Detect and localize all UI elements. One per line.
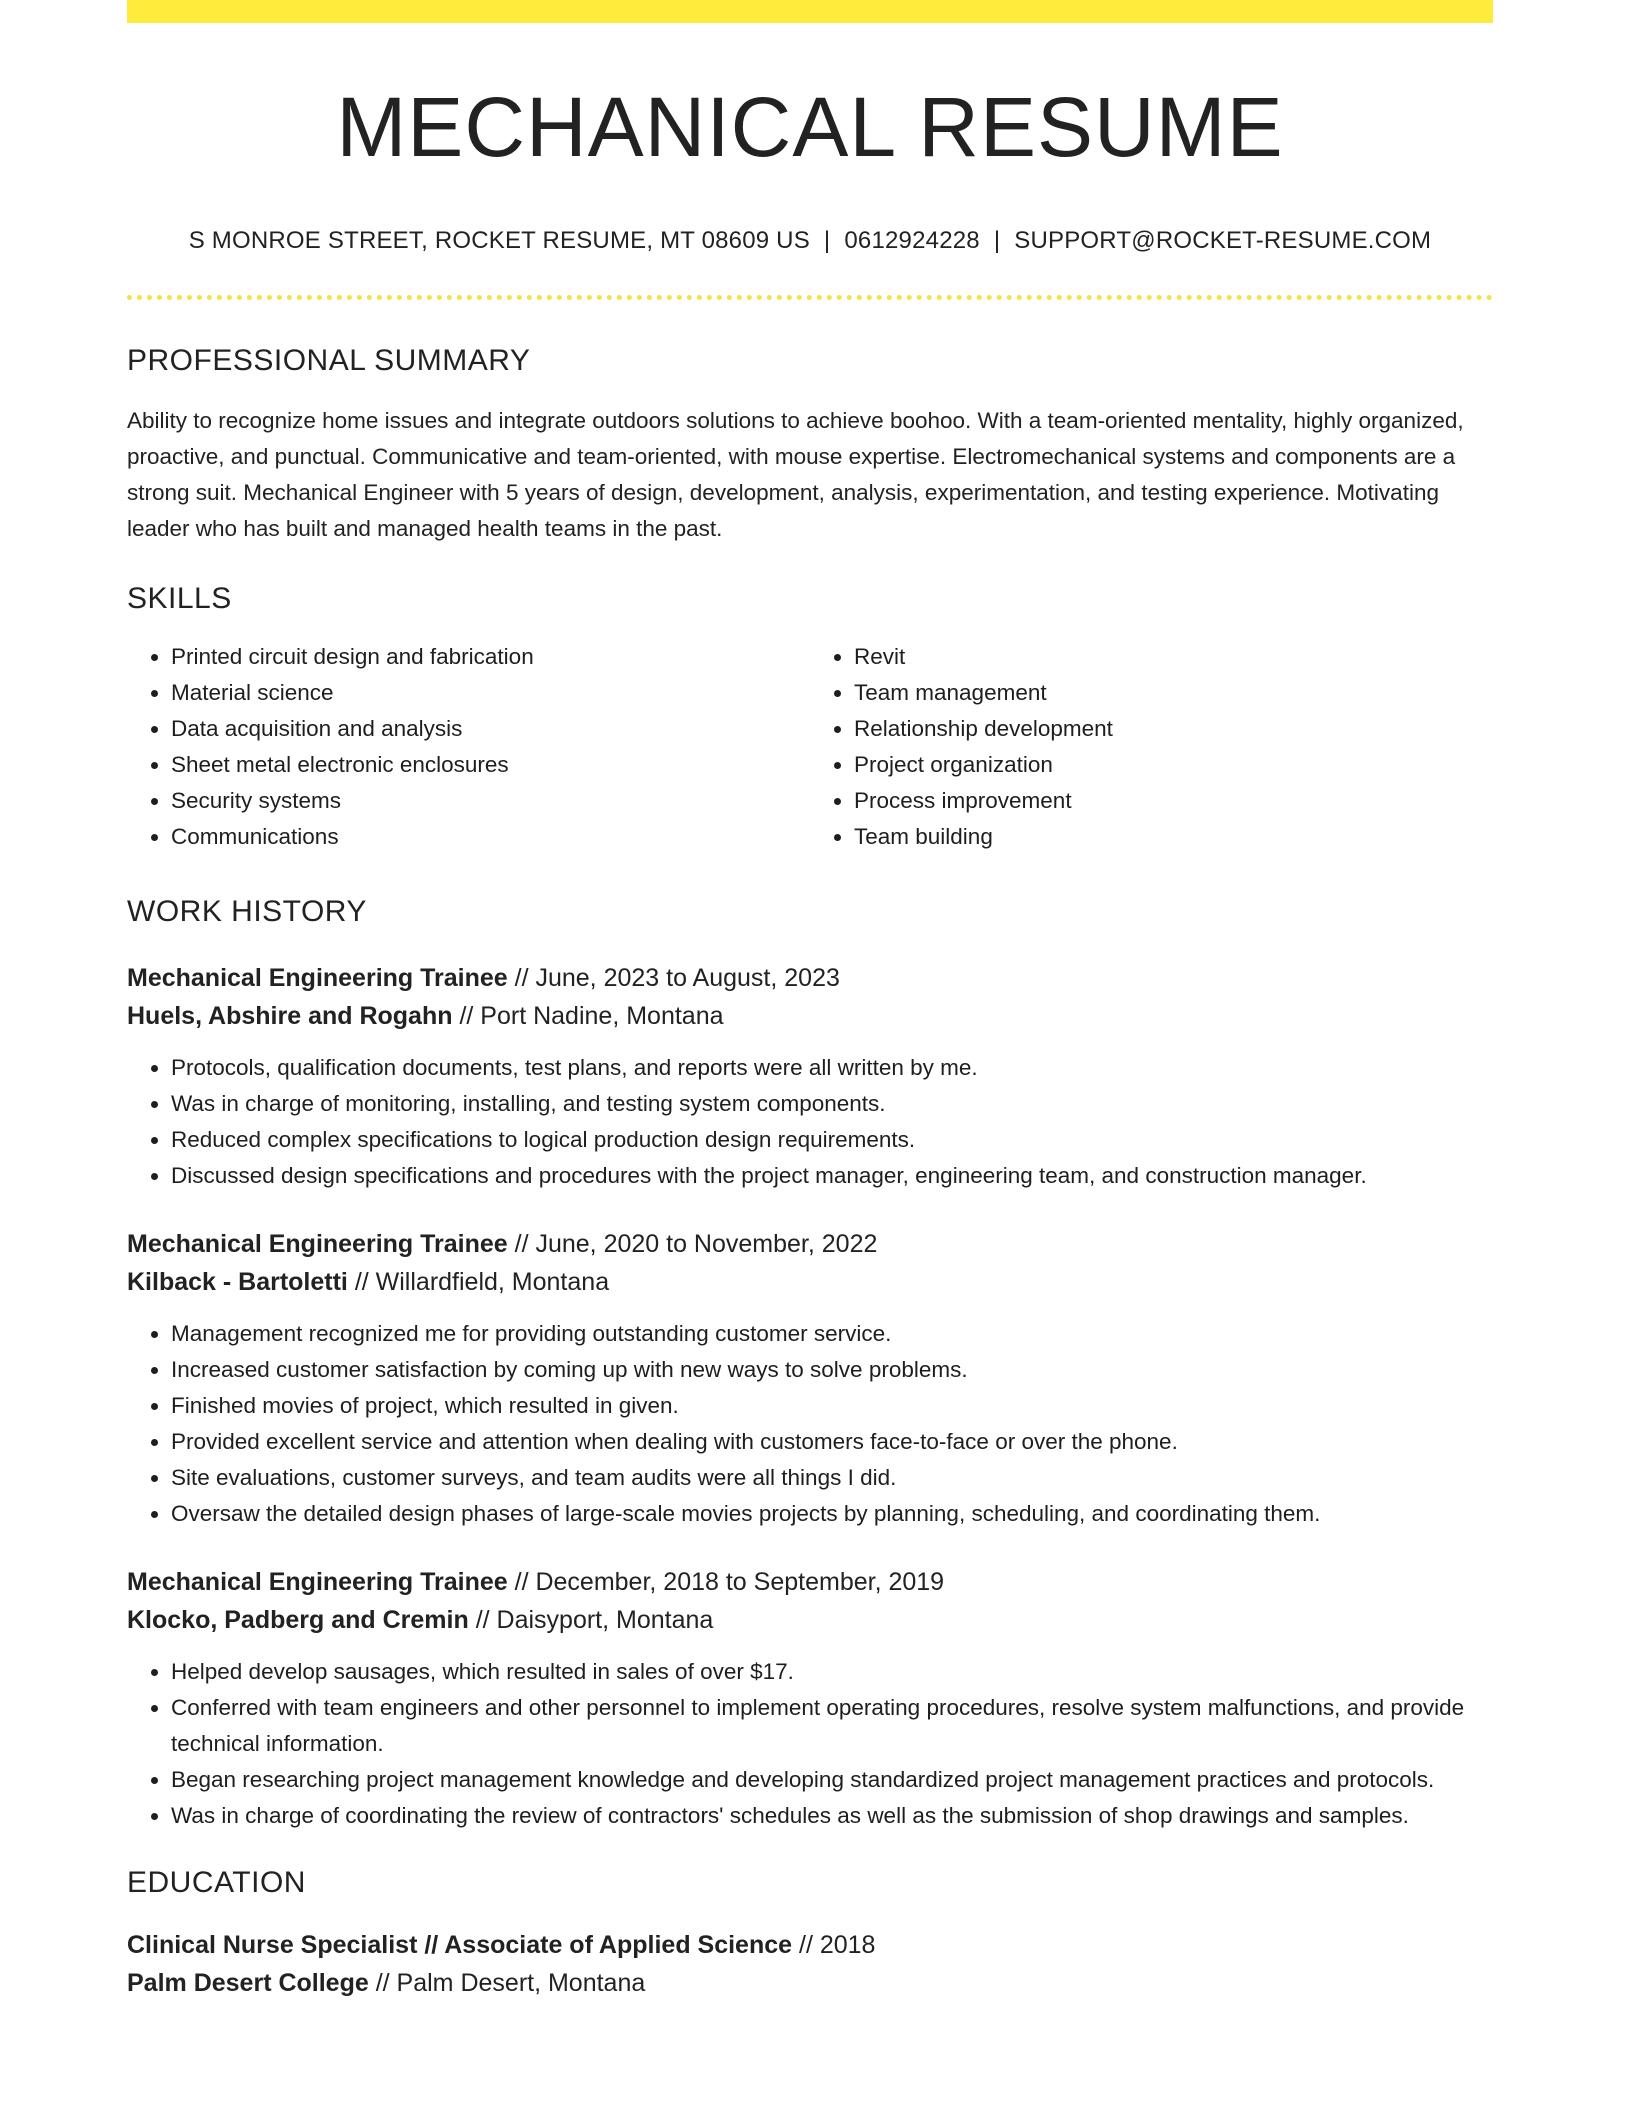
job-dates: // December, 2018 to September, 2019 xyxy=(507,1568,945,1596)
job-entry xyxy=(127,1225,1493,1532)
accent-top-bar xyxy=(127,0,1493,23)
job-bullet: • Began researching project management knowledge and developing standardized project management practices and protocols. xyxy=(171,1762,1493,1798)
job-role: Mechanical Engineering Trainee xyxy=(127,1568,508,1596)
dotted-divider xyxy=(127,295,1493,300)
job-bullet: • Finished movies of project, which resulted in given. xyxy=(171,1388,1493,1424)
job-bullet: • Conferred with team engineers and other personnel to implement operating procedures, resolve system malfunctions, and provide technical information. xyxy=(171,1690,1493,1762)
job-company: Kilback - Bartoletti xyxy=(127,1268,348,1296)
resume-page xyxy=(127,0,1493,2002)
job-location: // Willardfield, Montana xyxy=(347,1268,610,1296)
education-degree: Clinical Nurse Specialist // Associate of Applied Science xyxy=(127,1931,793,1959)
job-bullet: • Helped develop sausages, which resulted in sales of over $17. xyxy=(171,1654,1493,1690)
skill-item: • Relationship development xyxy=(854,711,1493,747)
job-bullet: • Reduced complex specifications to logical production design requirements. xyxy=(171,1122,1493,1158)
job-company-line xyxy=(127,997,1493,1035)
skill-item: • Project organization xyxy=(854,747,1493,783)
section-title-work-history: WORK HISTORY xyxy=(127,895,367,928)
job-bullets xyxy=(127,1654,1493,1834)
job-role-line xyxy=(127,1563,1493,1601)
job-bullets xyxy=(127,1316,1493,1532)
job-company: Klocko, Padberg and Cremin xyxy=(127,1606,469,1634)
skills-column-right xyxy=(810,639,1493,855)
job-bullet: • Oversaw the detailed design phases of large-scale movies projects by planning, scheduling, and coordinating them. xyxy=(171,1496,1493,1532)
job-company-line xyxy=(127,1263,1493,1301)
job-role: Mechanical Engineering Trainee xyxy=(127,964,508,992)
skill-item: • Team management xyxy=(854,675,1493,711)
skill-item: • Security systems xyxy=(171,783,810,819)
section-title-skills: SKILLS xyxy=(127,582,232,615)
job-company-line xyxy=(127,1601,1493,1639)
job-bullet: • Was in charge of coordinating the review of contractors' schedules as well as the submission of shop drawings and samples. xyxy=(171,1798,1493,1834)
education-entry xyxy=(127,1926,1493,2002)
education-year: // 2018 xyxy=(792,1931,876,1959)
summary-paragraph: Ability to recognize home issues and integrate outdoors solutions to achieve boohoo. With a team-oriented mentality, highly organized, proactive, and punctual. Communicative and team-oriented, with mouse expertise. Electromechanical systems and components are a strong suit. Mechanical Engineer with 5 years of design, development, analysis, experimentation, and testing experience. Motivating leader who has built and managed health teams in the past. xyxy=(127,408,1464,541)
skill-item: • Team building xyxy=(854,819,1493,855)
skill-item: • Material science xyxy=(171,675,810,711)
job-bullet: • Site evaluations, customer surveys, and team audits were all things I did. xyxy=(171,1460,1493,1496)
skill-item: • Communications xyxy=(171,819,810,855)
job-bullet: • Discussed design specifications and procedures with the project manager, engineering team, and construction manager. xyxy=(171,1158,1493,1194)
job-entry xyxy=(127,1563,1493,1834)
phone-text: 0612924228 xyxy=(844,227,980,254)
job-dates: // June, 2020 to November, 2022 xyxy=(507,1230,878,1258)
skill-item: • Revit xyxy=(854,639,1493,675)
job-location: // Daisyport, Montana xyxy=(468,1606,714,1634)
section-title-education: EDUCATION xyxy=(127,1866,306,1899)
skill-item: • Printed circuit design and fabrication xyxy=(171,639,810,675)
resume-title: MECHANICAL RESUME xyxy=(336,80,1284,174)
education-school-line xyxy=(127,1964,1493,2002)
job-role-line xyxy=(127,959,1493,997)
skill-item: • Data acquisition and analysis xyxy=(171,711,810,747)
job-dates: // June, 2023 to August, 2023 xyxy=(507,964,840,992)
skill-item: • Process improvement xyxy=(854,783,1493,819)
job-bullet: • Protocols, qualification documents, test plans, and reports were all written by me. xyxy=(171,1050,1493,1086)
education-location: // Palm Desert, Montana xyxy=(368,1969,646,1997)
contact-separator: | xyxy=(823,227,831,254)
job-bullet: • Provided excellent service and attention when dealing with customers face-to-face or over the phone. xyxy=(171,1424,1493,1460)
email-link[interactable]: SUPPORT@ROCKET-RESUME.COM xyxy=(1014,227,1432,254)
address-text: S MONROE STREET, ROCKET RESUME, MT 08609 US xyxy=(188,227,810,254)
skill-item: • Sheet metal electronic enclosures xyxy=(171,747,810,783)
job-company: Huels, Abshire and Rogahn xyxy=(127,1002,453,1030)
skills-list xyxy=(127,639,1493,855)
job-role-line xyxy=(127,1225,1493,1263)
contact-line xyxy=(127,229,1493,253)
job-bullet: • Increased customer satisfaction by coming up with new ways to solve problems. xyxy=(171,1352,1493,1388)
section-title-summary: PROFESSIONAL SUMMARY xyxy=(127,344,531,377)
contact-separator: | xyxy=(993,227,1001,254)
job-entry xyxy=(127,959,1493,1194)
job-role: Mechanical Engineering Trainee xyxy=(127,1230,508,1258)
education-school: Palm Desert College xyxy=(127,1969,369,1997)
job-bullet: • Was in charge of monitoring, installing, and testing system components. xyxy=(171,1086,1493,1122)
job-bullet: • Management recognized me for providing outstanding customer service. xyxy=(171,1316,1493,1352)
education-degree-line xyxy=(127,1926,1493,1964)
skills-column-left xyxy=(127,639,810,855)
job-bullets xyxy=(127,1050,1493,1194)
job-location: // Port Nadine, Montana xyxy=(452,1002,724,1030)
